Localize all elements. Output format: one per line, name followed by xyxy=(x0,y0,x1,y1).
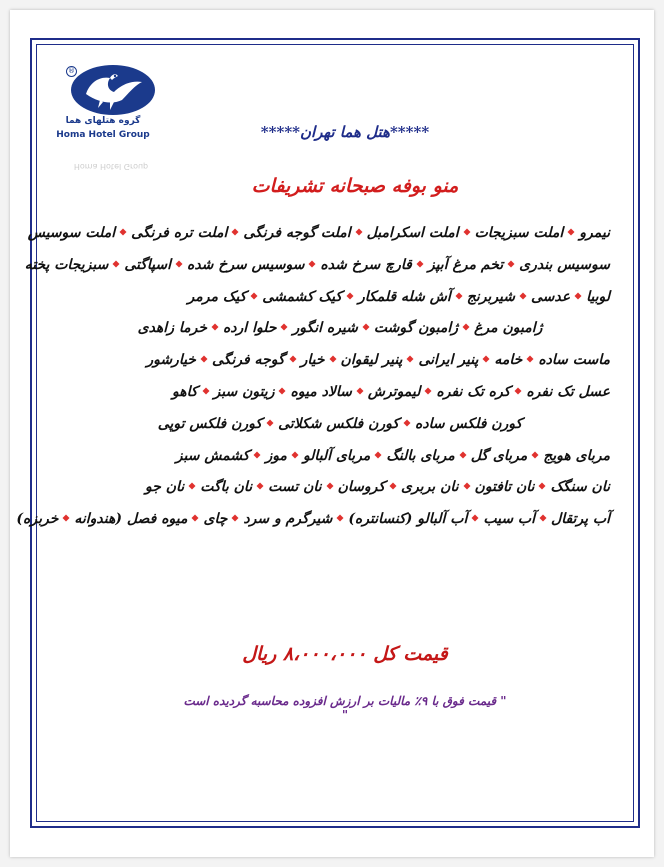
menu-item: نان بربری xyxy=(401,479,459,496)
ampersand-separator-icon xyxy=(424,387,432,395)
menu-item: شیربرنج xyxy=(466,288,515,305)
menu-item: تخم مرغ آبپز xyxy=(427,256,504,273)
menu-item: کاهو xyxy=(171,383,198,400)
ampersand-separator-icon xyxy=(355,228,363,236)
document-page xyxy=(10,10,654,857)
ampersand-separator-icon xyxy=(253,451,261,459)
menu-item: موز xyxy=(265,447,287,464)
ampersand-separator-icon xyxy=(188,482,196,490)
menu-item: خرما زاهدی xyxy=(137,320,207,337)
ampersand-separator-icon xyxy=(289,355,297,363)
menu-item: عدسی xyxy=(531,288,571,305)
ampersand-separator-icon xyxy=(202,387,210,395)
menu-item: کیک مرمر xyxy=(187,288,247,305)
ampersand-separator-icon xyxy=(211,323,219,331)
ampersand-separator-icon xyxy=(336,514,344,522)
menu-item-line xyxy=(16,504,610,536)
menu-item: اسپاگتی xyxy=(124,256,171,273)
menu-title: منو بوفه صبحانه تشریفات xyxy=(251,175,459,197)
menu-item: کیک کشمشی xyxy=(262,288,342,305)
ampersand-separator-icon xyxy=(256,482,264,490)
ampersand-separator-icon xyxy=(356,387,364,395)
menu-item: کورن فلکس توپی xyxy=(157,415,263,432)
menu-item: سوسیس سرخ شده xyxy=(187,256,305,273)
logo-name-english: Homa Hotel Group xyxy=(56,130,150,140)
menu-item: املت گوجه فرنگی xyxy=(243,225,351,241)
ampersand-separator-icon xyxy=(416,260,424,268)
menu-item: املت سبزیجات xyxy=(474,225,564,241)
menu-item: نان باگت xyxy=(200,479,253,496)
menu-item: قارچ سرخ شده xyxy=(320,256,412,273)
menu-item: ماست ساده xyxy=(538,352,610,369)
registered-mark-icon: ® xyxy=(68,67,75,75)
ampersand-separator-icon xyxy=(175,260,183,268)
ampersand-separator-icon xyxy=(471,514,479,522)
ampersand-separator-icon xyxy=(507,260,515,268)
menu-item: مربای آلبالو xyxy=(302,447,371,464)
ampersand-separator-icon xyxy=(403,419,411,427)
menu-item: لوبیا xyxy=(586,288,610,305)
menu-item: آب سیب xyxy=(483,511,536,528)
menu-item: نان جو xyxy=(144,479,185,496)
menu-item-line xyxy=(70,409,610,441)
menu-item: لیموترش xyxy=(367,383,421,400)
menu-item: نان تست xyxy=(268,479,322,496)
homa-bird-emblem-icon xyxy=(70,64,156,116)
ampersand-separator-icon xyxy=(531,451,539,459)
menu-item: چای xyxy=(203,511,228,528)
ampersand-separator-icon xyxy=(463,228,471,236)
menu-item: خامه xyxy=(494,352,523,369)
menu-item: نان سنگک xyxy=(550,479,610,496)
ampersand-separator-icon xyxy=(374,451,382,459)
ampersand-separator-icon xyxy=(462,323,470,331)
menu-item-line xyxy=(24,250,610,282)
menu-item: ژامبون گوشت xyxy=(373,320,459,337)
menu-item-line xyxy=(70,441,610,473)
ampersand-separator-icon xyxy=(567,228,575,236)
menu-item: سوسیس بندری xyxy=(519,256,610,273)
menu-item-line xyxy=(27,218,610,250)
menu-item: آب آلبالو (کنسانتره) xyxy=(348,511,468,528)
menu-item: نان تافتون xyxy=(474,479,535,496)
menu-item: آش شله قلمکار xyxy=(357,288,451,305)
menu-item: پنیر لیقوان xyxy=(340,352,403,369)
ampersand-separator-icon xyxy=(406,355,414,363)
ampersand-separator-icon xyxy=(459,451,467,459)
menu-item: عسل تک نفره xyxy=(526,383,610,400)
menu-item-line xyxy=(70,377,610,409)
menu-item: ژامبون مرغ xyxy=(474,320,543,337)
menu-item-line xyxy=(70,472,610,504)
menu-item: کورن فلکس شکلاتی xyxy=(278,415,400,432)
total-price: قیمت کل ۸،۰۰۰،۰۰۰ ریال xyxy=(242,643,448,665)
menu-item: حلوا ارده xyxy=(222,320,277,337)
ampersand-separator-icon xyxy=(291,451,299,459)
menu-item: آب پرتقال xyxy=(551,511,610,528)
ampersand-separator-icon xyxy=(362,323,370,331)
menu-item: سالاد میوه xyxy=(290,383,352,400)
menu-item: نیمرو xyxy=(579,225,610,241)
ampersand-separator-icon xyxy=(463,482,471,490)
hotel-title: *****هتل هما تهران***** xyxy=(260,123,430,141)
ampersand-separator-icon xyxy=(112,260,120,268)
menu-item: مربای بالنگ xyxy=(386,447,455,464)
ampersand-separator-icon xyxy=(191,514,199,522)
menu-item: املت سوسیس xyxy=(27,225,116,241)
ampersand-separator-icon xyxy=(62,514,70,522)
menu-item: املت تره فرنگی xyxy=(131,225,228,241)
menu-item: کشمش سبز xyxy=(175,447,250,464)
ampersand-separator-icon xyxy=(329,355,337,363)
menu-item: شیرگرم و سرد xyxy=(243,511,333,528)
ampersand-separator-icon xyxy=(231,228,239,236)
homa-logo xyxy=(48,60,158,155)
menu-item: مربای گل xyxy=(470,447,528,464)
ampersand-separator-icon xyxy=(514,387,522,395)
menu-items-list xyxy=(16,218,610,536)
ampersand-separator-icon xyxy=(119,228,127,236)
tax-note: " قیمت فوق با ۹٪ مالیات بر ارزش افزوده محاسبه گردیده است " xyxy=(183,694,507,722)
ampersand-separator-icon xyxy=(231,514,239,522)
menu-item: شیره انگور xyxy=(292,320,358,337)
logo-name-persian: گروه هتلهای هما xyxy=(65,116,141,126)
ampersand-separator-icon xyxy=(538,482,546,490)
menu-item: املت اسکرامبل xyxy=(366,225,459,241)
logo-reflection: Homa Hotel Group xyxy=(73,162,149,171)
menu-item: کروسان xyxy=(337,479,385,496)
ampersand-separator-icon xyxy=(346,292,354,300)
menu-item: سبزیجات پخته xyxy=(24,256,109,273)
ampersand-separator-icon xyxy=(455,292,463,300)
menu-item: مربای هویج xyxy=(543,447,610,464)
menu-item-line xyxy=(70,345,610,377)
ampersand-separator-icon xyxy=(574,292,582,300)
ampersand-separator-icon xyxy=(326,482,334,490)
menu-item: کره تک نفره xyxy=(436,383,511,400)
menu-item: زیتون سبز xyxy=(213,383,275,400)
ampersand-separator-icon xyxy=(389,482,397,490)
menu-item-line xyxy=(70,282,610,314)
menu-item: کورن فلکس ساده xyxy=(415,415,523,432)
ampersand-separator-icon xyxy=(266,419,274,427)
menu-item: پنیر ایرانی xyxy=(418,352,479,369)
menu-item-line xyxy=(70,313,610,345)
menu-item: خیارشور xyxy=(146,352,196,369)
menu-item: خیار xyxy=(300,352,325,369)
ampersand-separator-icon xyxy=(539,514,547,522)
ampersand-separator-icon xyxy=(280,323,288,331)
ampersand-separator-icon xyxy=(308,260,316,268)
ampersand-separator-icon xyxy=(519,292,527,300)
ampersand-separator-icon xyxy=(200,355,208,363)
menu-item: میوه فصل (هندوانه xyxy=(74,511,188,528)
menu-item: گوجه فرنگی xyxy=(211,352,285,369)
ampersand-separator-icon xyxy=(250,292,258,300)
ampersand-separator-icon xyxy=(482,355,490,363)
ampersand-separator-icon xyxy=(526,355,534,363)
ampersand-separator-icon xyxy=(278,387,286,395)
menu-item: خربزه) xyxy=(16,511,59,528)
